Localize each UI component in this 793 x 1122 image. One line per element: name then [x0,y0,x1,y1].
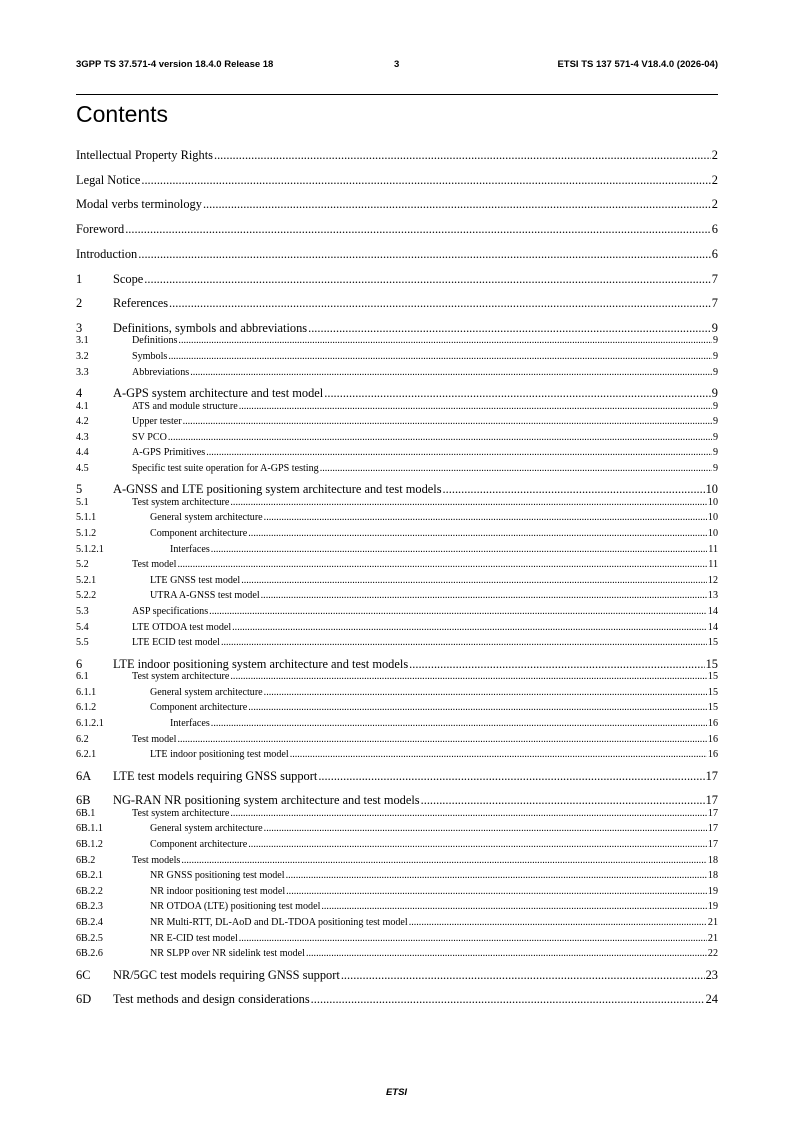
toc-dot-leader [324,387,711,399]
toc-entry-title: UTRA A-GNSS test model [150,590,260,602]
toc-entry-number: 1 [76,271,83,286]
toc-entry[interactable] [76,545,718,555]
toc-entry-number: 5.1.2 [76,528,97,539]
toc-entry[interactable] [76,794,718,806]
toc-dot-leader [286,871,707,881]
toc-entry-title: Scope [113,271,144,286]
toc-entry[interactable] [76,513,718,523]
toc-dot-leader [241,576,707,586]
toc-entry-number: 6B.2.2 [76,885,103,897]
toc-entry-title: NR/5GC test models requiring GNSS support [113,967,340,982]
toc-entry[interactable] [76,887,718,897]
toc-entry-number: 3.1 [76,335,89,347]
toc-entry[interactable] [76,174,718,186]
toc-entry-number: 6D [76,992,92,1007]
toc-dot-leader [248,840,707,850]
toc-entry-number: 6A [76,768,92,783]
toc-entry-title: Specific test suite operation for A-GPS testing [132,462,319,474]
toc-entry[interactable] [76,248,718,260]
toc-entry-title: General system architecture [150,686,263,698]
toc-entry[interactable] [76,273,718,285]
toc-entry-title: Test model [132,559,177,571]
toc-dot-leader [311,993,705,1005]
toc-entry[interactable] [76,368,718,378]
toc-entry-page-number: 24 [705,992,718,1007]
toc-dot-leader [178,336,712,346]
toc-entry-number: 5.3 [76,606,89,617]
toc-entry-page-number: 16 [707,733,718,745]
toc-entry[interactable] [76,336,718,346]
toc-dot-leader [206,448,712,458]
toc-entry-page-number: 9 [712,400,718,412]
toc-entry[interactable] [76,840,718,850]
toc-entry[interactable] [76,809,718,819]
toc-dot-leader [409,918,707,928]
toc-entry-title: Interfaces [170,717,210,729]
toc-entry-page-number: 19 [707,901,718,913]
toc-dot-leader [177,735,706,745]
toc-dot-leader [286,887,707,897]
toc-entry-title: Modal verbs terminology [76,197,202,212]
toc-entry-page-number: 14 [707,606,718,617]
toc-entry-number: 5.1 [76,496,89,508]
toc-entry-number: 6.1.2 [76,702,97,714]
toc-entry-page-number: 9 [712,431,718,443]
toc-entry[interactable] [76,591,718,601]
toc-entry-page-number: 9 [712,416,718,428]
toc-entry-title: Interfaces [170,543,210,555]
toc-entry-number: 6B.2.5 [76,932,103,944]
toc-entry[interactable] [76,719,718,729]
toc-entry[interactable] [76,198,718,210]
toc-entry-number: 6B [76,793,91,808]
toc-entry-title: Component architecture [150,528,248,539]
toc-entry-page-number: 11 [708,559,718,571]
toc-entry-page-number: 9 [712,366,718,378]
toc-entry-title: A-GNSS and LTE positioning system architecture and test models [113,482,442,497]
toc-entry-number: 6B.2.6 [76,948,103,960]
toc-entry-page-number: 9 [712,335,718,347]
toc-entry-title: Component architecture [150,702,248,714]
toc-dot-leader [190,368,712,378]
toc-entry-title: LTE indoor positioning system architecture and test models [113,656,409,671]
toc-entry[interactable] [76,352,718,362]
toc-dot-leader [321,902,707,912]
toc-dot-leader [203,198,711,210]
toc-entry-number: 5 [76,482,83,497]
toc-entry-title: Test system architecture [132,496,230,508]
toc-entry[interactable] [76,750,718,760]
toc-entry[interactable] [76,560,718,570]
toc-entry-title: LTE OTDOA test model [132,621,232,633]
toc-entry-page-number: 10 [707,496,718,508]
toc-entry[interactable] [76,576,718,586]
toc-entry-title: NR GNSS positioning test model [150,870,285,882]
toc-dot-leader [141,174,710,186]
table-of-contents [76,0,718,1122]
toc-entry-page-number: 10 [705,482,718,497]
toc-dot-leader [230,672,707,682]
toc-entry-title: ATS and module structure [132,400,238,412]
toc-entry-page-number: 18 [707,870,718,882]
toc-dot-leader [144,273,711,285]
toc-entry-title: A-GPS system architecture and test model [113,386,324,400]
toc-entry-page-number: 11 [708,543,718,555]
toc-entry[interactable] [76,703,718,713]
toc-entry-page-number: 15 [707,637,718,649]
toc-entry[interactable] [76,949,718,959]
toc-entry-number: 6.2.1 [76,749,97,761]
toc-dot-leader [264,513,707,523]
toc-dot-leader [209,607,707,617]
toc-dot-leader [232,623,707,633]
toc-entry-page-number: 17 [707,838,718,850]
toc-entry-number: 6.1 [76,671,89,683]
toc-entry-title: General system architecture [150,823,263,835]
toc-entry-title: Test methods and design considerations [113,992,310,1007]
toc-entry[interactable] [76,387,718,399]
toc-entry-number: 3.2 [76,351,89,362]
toc-entry-page-number: 23 [705,967,718,982]
toc-entry-page-number: 9 [712,462,718,474]
toc-entry[interactable] [76,607,718,617]
toc-entry[interactable] [76,824,718,834]
toc-entry-page-number: 10 [707,528,718,539]
toc-entry-number: 6B.1.2 [76,838,103,850]
toc-entry-title: Introduction [76,246,138,261]
toc-entry-title: Legal Notice [76,172,141,187]
toc-entry[interactable] [76,483,718,495]
toc-entry-number: 4 [76,386,83,400]
toc-entry-number: 4.1 [76,400,89,412]
toc-entry-title: NR Multi-RTT, DL-AoD and DL-TDOA positioning test model [150,916,408,928]
toc-entry[interactable] [76,322,718,334]
toc-entry-number: 5.1.2.1 [76,543,104,555]
toc-entry-page-number: 15 [705,656,718,671]
toc-entry-page-number: 15 [707,702,718,714]
toc-entry-page-number: 15 [707,686,718,698]
toc-entry-number: 6B.2 [76,854,96,866]
toc-entry[interactable] [76,448,718,458]
toc-entry-number: 5.4 [76,621,89,633]
toc-entry-page-number: 9 [711,320,718,335]
toc-entry[interactable] [76,856,718,866]
toc-entry[interactable] [76,297,718,309]
toc-entry-number: 6.1.1 [76,686,97,698]
toc-entry-page-number: 10 [707,512,718,524]
toc-entry-page-number: 7 [711,271,718,286]
toc-entry-title: SV PCO [132,431,167,443]
toc-entry-page-number: 19 [707,885,718,897]
toc-dot-leader [318,770,704,782]
toc-entry-page-number: 2 [711,197,718,212]
toc-entry-title: General system architecture [150,512,263,524]
toc-dot-leader [239,402,712,412]
toc-dot-leader [264,688,707,698]
toc-entry-page-number: 9 [712,447,718,459]
toc-dot-leader [443,483,705,495]
toc-entry[interactable] [76,688,718,698]
toc-entry-title: LTE GNSS test model [150,574,241,586]
toc-entry-title: Foreword [76,222,125,237]
toc-entry-page-number: 16 [707,717,718,729]
toc-entry[interactable] [76,672,718,682]
toc-entry-title: References [113,296,169,311]
toc-entry-title: A-GPS Primitives [132,447,206,459]
toc-entry-title: Test models [132,854,181,866]
toc-dot-leader [211,545,707,555]
toc-entry-title: LTE indoor positioning test model [150,749,289,761]
toc-entry-page-number: 17 [707,823,718,835]
header-page-number: 3 [394,59,400,70]
toc-entry[interactable] [76,498,718,508]
toc-entry-number: 6B.1 [76,807,96,819]
toc-entry-page-number: 21 [707,916,718,928]
toc-entry-number: 4.2 [76,416,89,428]
header-spec-version: 3GPP TS 37.571-4 version 18.4.0 Release 18 [76,59,274,70]
toc-dot-leader [211,719,707,729]
toc-entry-title: NR OTDOA (LTE) positioning test model [150,901,321,913]
toc-entry[interactable] [76,223,718,235]
toc-entry-title: Test system architecture [132,671,230,683]
toc-entry-page-number: 17 [707,807,718,819]
toc-entry-title: NR E-CID test model [150,932,238,944]
toc-entry-number: 3 [76,320,83,335]
toc-entry-number: 5.1.1 [76,512,97,524]
toc-entry-page-number: 16 [707,749,718,761]
toc-entry-title: Component architecture [150,838,248,850]
toc-dot-leader [183,417,712,427]
toc-entry-title: LTE ECID test model [132,637,220,649]
toc-entry-number: 5.2.2 [76,590,97,602]
toc-dot-leader [308,322,711,334]
toc-dot-leader [230,809,707,819]
toc-dot-leader [221,638,707,648]
toc-entry-title: Abbreviations [132,366,190,378]
toc-entry-number: 6B.1.1 [76,823,103,835]
toc-dot-leader [320,464,712,474]
toc-entry-title: LTE test models requiring GNSS support [113,768,318,783]
toc-entry[interactable] [76,149,718,161]
toc-dot-leader [230,498,707,508]
toc-dot-leader [168,433,712,443]
toc-entry[interactable] [76,638,718,648]
toc-entry[interactable] [76,993,718,1005]
toc-entry-title: NR SLPP over NR sidelink test model [150,948,305,960]
toc-entry[interactable] [76,464,718,474]
toc-entry-number: 6C [76,967,91,982]
toc-entry-page-number: 2 [711,172,718,187]
toc-dot-leader [421,794,705,806]
toc-entry-page-number: 9 [712,351,718,362]
toc-entry[interactable] [76,735,718,745]
toc-entry-title: Definitions [132,335,178,347]
header-etsi-reference: ETSI TS 137 571-4 V18.4.0 (2026-04) [557,59,718,70]
toc-entry[interactable] [76,417,718,427]
toc-entry-page-number: 22 [707,948,718,960]
toc-dot-leader [177,560,707,570]
toc-entry-number: 6 [76,656,83,671]
toc-dot-leader [239,934,707,944]
toc-entry-page-number: 2 [711,148,718,162]
toc-entry[interactable] [76,433,718,443]
toc-dot-leader [248,703,707,713]
toc-entry-number: 6B.2.4 [76,916,103,928]
toc-dot-leader [261,591,707,601]
toc-entry-number: 5.2.1 [76,574,97,586]
toc-entry-title: Test system architecture [132,807,230,819]
toc-dot-leader [169,297,711,309]
toc-entry-title: ASP specifications [132,606,209,617]
toc-entry[interactable] [76,902,718,912]
toc-entry-number: 6B.2.1 [76,870,103,882]
toc-entry-title: Intellectual Property Rights [76,148,213,162]
toc-entry[interactable] [76,658,718,670]
toc-dot-leader [214,149,711,161]
toc-dot-leader [341,969,705,981]
toc-entry-title: Test model [132,733,177,745]
toc-entry-title: NG-RAN NR positioning system architecture and test models [113,793,420,808]
toc-entry-page-number: 17 [705,793,718,808]
toc-entry-page-number: 21 [707,932,718,944]
toc-dot-leader [125,223,711,235]
toc-entry-number: 5.5 [76,637,89,649]
toc-dot-leader [306,949,707,959]
toc-entry-title: Upper tester [132,416,182,428]
toc-dot-leader [264,824,707,834]
toc-entry-number: 6.1.2.1 [76,717,104,729]
toc-entry-page-number: 6 [711,246,718,261]
toc-dot-leader [181,856,707,866]
toc-entry-page-number: 13 [707,590,718,602]
toc-entry[interactable] [76,969,718,981]
toc-entry-title: Definitions, symbols and abbreviations [113,320,308,335]
toc-entry[interactable] [76,623,718,633]
toc-entry-number: 5.2 [76,559,89,571]
toc-entry-number: 3.3 [76,366,89,378]
toc-entry[interactable] [76,770,718,782]
toc-dot-leader [168,352,712,362]
toc-entry[interactable] [76,934,718,944]
toc-entry-title: Symbols [132,351,168,362]
toc-entry-title: NR indoor positioning test model [150,885,286,897]
toc-entry-page-number: 9 [711,386,718,400]
toc-entry-number: 2 [76,296,83,311]
toc-entry[interactable] [76,871,718,881]
toc-entry[interactable] [76,529,718,539]
toc-entry-number: 6B.2.3 [76,901,103,913]
toc-entry-page-number: 7 [711,296,718,311]
toc-entry[interactable] [76,918,718,928]
toc-dot-leader [290,750,707,760]
toc-entry-page-number: 15 [707,671,718,683]
toc-entry-page-number: 18 [707,854,718,866]
toc-entry-page-number: 12 [707,574,718,586]
toc-entry-page-number: 14 [707,621,718,633]
toc-entry-number: 6.2 [76,733,89,745]
toc-entry-number: 4.3 [76,431,89,443]
toc-entry-number: 4.5 [76,462,89,474]
page-footer: ETSI [385,1087,408,1098]
toc-dot-leader [248,529,707,539]
toc-entry-page-number: 6 [711,222,718,237]
toc-dot-leader [409,658,704,670]
toc-dot-leader [138,248,711,260]
toc-entry-page-number: 17 [705,768,718,783]
toc-entry-number: 4.4 [76,447,89,459]
page-title: Contents [76,101,169,127]
toc-entry[interactable] [76,402,718,412]
